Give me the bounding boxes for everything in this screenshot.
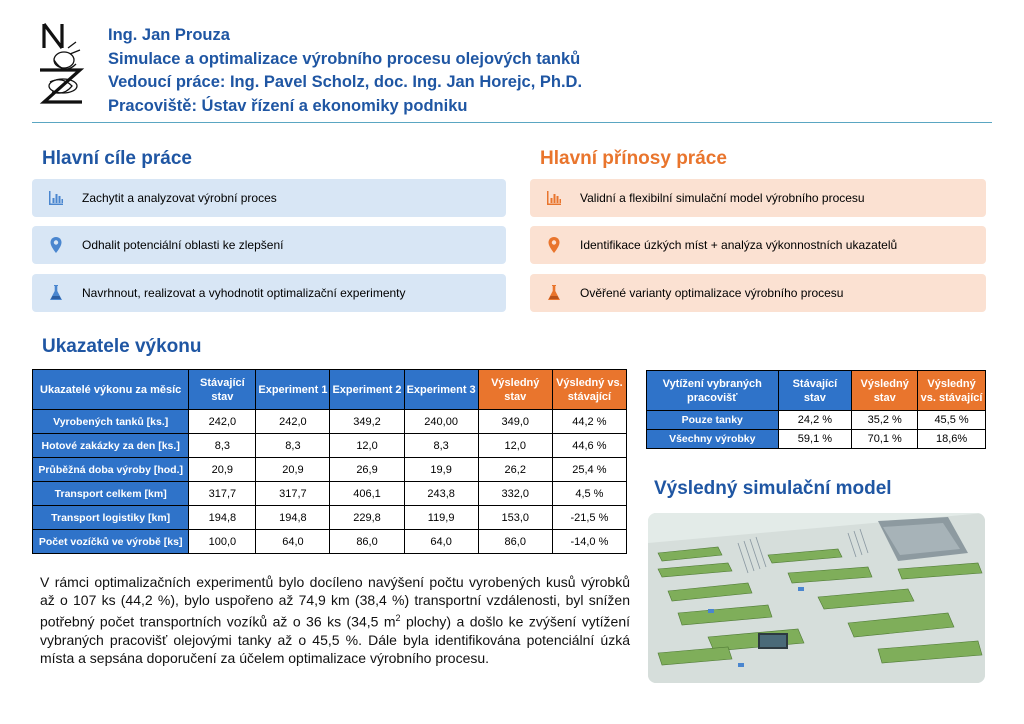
table-cell: 8,3 bbox=[256, 434, 330, 458]
superscript: 2 bbox=[395, 613, 401, 623]
column-header: Výsledný vs. stávající bbox=[552, 370, 626, 410]
goal-text: Navrhnout, realizovat a vyhodnotit optimalizační experimenty bbox=[82, 286, 406, 300]
table-cell: 317,7 bbox=[189, 482, 256, 506]
table-cell: 8,3 bbox=[404, 434, 478, 458]
column-header: Experiment 3 bbox=[404, 370, 478, 410]
table-cell: 349,2 bbox=[330, 410, 404, 434]
table-cell: 24,2 % bbox=[778, 411, 852, 430]
bar-chart-icon bbox=[46, 188, 66, 208]
flask-icon bbox=[544, 283, 564, 303]
table-cell: 12,0 bbox=[330, 434, 404, 458]
table-cell: 153,0 bbox=[478, 506, 552, 530]
goal-text: Zachytit a analyzovat výrobní proces bbox=[82, 191, 277, 205]
table-cell: 349,0 bbox=[478, 410, 552, 434]
row-label: Vyrobených tanků [ks.] bbox=[33, 410, 189, 434]
table-cell: 25,4 % bbox=[552, 458, 626, 482]
column-header: Experiment 2 bbox=[330, 370, 404, 410]
table-cell: 35,2 % bbox=[852, 411, 918, 430]
row-label: Transport logistiky [km] bbox=[33, 506, 189, 530]
table-row bbox=[33, 530, 627, 554]
table-cell: 18,6% bbox=[918, 430, 986, 449]
column-header: Stávající stav bbox=[778, 371, 852, 411]
table-cell: 44,2 % bbox=[552, 410, 626, 434]
row-label: Transport celkem [km] bbox=[33, 482, 189, 506]
benefit-item-1 bbox=[530, 179, 986, 217]
goal-text: Odhalit potenciální oblasti ke zlepšení bbox=[82, 238, 284, 252]
table-cell: 20,9 bbox=[256, 458, 330, 482]
column-header: Výsledný stav bbox=[478, 370, 552, 410]
utilization-table bbox=[646, 370, 986, 449]
column-header: Ukazatelé výkonu za měsíc bbox=[33, 370, 189, 410]
benefit-text: Validní a flexibilní simulační model výrobního procesu bbox=[580, 191, 865, 205]
row-label: Pouze tanky bbox=[647, 411, 779, 430]
table-cell: 64,0 bbox=[256, 530, 330, 554]
table-cell: 8,3 bbox=[189, 434, 256, 458]
thesis-title: Simulace a optimalizace výrobního procesu olejových tanků bbox=[108, 49, 581, 68]
table-cell: 12,0 bbox=[478, 434, 552, 458]
table-cell: 332,0 bbox=[478, 482, 552, 506]
bar-chart-icon bbox=[544, 188, 564, 208]
table-row bbox=[647, 411, 986, 430]
simulation-model-image bbox=[648, 513, 985, 683]
row-label: Průběžná doba výroby [hod.] bbox=[33, 458, 189, 482]
benefit-item-3 bbox=[530, 274, 986, 312]
table-cell: 86,0 bbox=[478, 530, 552, 554]
header bbox=[108, 24, 582, 118]
table-cell: 406,1 bbox=[330, 482, 404, 506]
table-cell: 64,0 bbox=[404, 530, 478, 554]
table-cell: 194,8 bbox=[189, 506, 256, 530]
column-header: Vytížení vybraných pracovišť bbox=[647, 371, 779, 411]
table-cell: 45,5 % bbox=[918, 411, 986, 430]
table-row bbox=[33, 506, 627, 530]
header-divider bbox=[32, 122, 992, 123]
table-cell: 119,9 bbox=[404, 506, 478, 530]
table-cell: 59,1 % bbox=[778, 430, 852, 449]
table-header-row bbox=[33, 370, 627, 410]
summary-text: V rámci optimalizačních experimentů bylo docíleno navýšení počtu vyrobených kusů výrobků až o 107 ks (44,2 %), bylo uspořeno až 74,9 km (38,4 %) transportní vzdálenosti, byl snížen potřebný počet transportních vozíků až o 36 ks (34,5 m bbox=[40, 574, 630, 630]
faculty-logo bbox=[36, 20, 86, 106]
table-row bbox=[33, 434, 627, 458]
benefit-text: Ověřené varianty optimalizace výrobního procesu bbox=[580, 286, 844, 300]
performance-title: Ukazatele výkonu bbox=[42, 336, 202, 357]
workplace-line: Pracoviště: Ústav řízení a ekonomiky podniku bbox=[108, 96, 468, 115]
table-cell: 26,9 bbox=[330, 458, 404, 482]
column-header: Výsledný vs. stávající bbox=[918, 371, 986, 411]
table-cell: 20,9 bbox=[189, 458, 256, 482]
table-cell: 44,6 % bbox=[552, 434, 626, 458]
table-header-row bbox=[647, 371, 986, 411]
table-row bbox=[33, 458, 627, 482]
table-cell: 194,8 bbox=[256, 506, 330, 530]
table-cell: 242,0 bbox=[189, 410, 256, 434]
column-header: Stávající stav bbox=[189, 370, 256, 410]
table-cell: 26,2 bbox=[478, 458, 552, 482]
table-cell: 229,8 bbox=[330, 506, 404, 530]
table-cell: 86,0 bbox=[330, 530, 404, 554]
supervisor-line: Vedoucí práce: Ing. Pavel Scholz, doc. Ing. Jan Horejc, Ph.D. bbox=[108, 73, 583, 91]
table-cell: 243,8 bbox=[404, 482, 478, 506]
author-name: Ing. Jan Prouza bbox=[108, 26, 230, 44]
summary-paragraph bbox=[40, 573, 630, 667]
benefit-text: Identifikace úzkých míst + analýza výkonnostních ukazatelů bbox=[580, 238, 898, 252]
table-cell: 19,9 bbox=[404, 458, 478, 482]
table-row bbox=[33, 482, 627, 506]
row-label: Hotové zakázky za den [ks.] bbox=[33, 434, 189, 458]
table-cell: -21,5 % bbox=[552, 506, 626, 530]
row-label: Všechny výrobky bbox=[647, 430, 779, 449]
column-header: Výsledný stav bbox=[852, 371, 918, 411]
flask-icon bbox=[46, 283, 66, 303]
table-cell: 100,0 bbox=[189, 530, 256, 554]
benefits-title: Hlavní přínosy práce bbox=[540, 148, 727, 169]
table-cell: 4,5 % bbox=[552, 482, 626, 506]
table-cell: 242,0 bbox=[256, 410, 330, 434]
table-cell: 317,7 bbox=[256, 482, 330, 506]
table-cell: 70,1 % bbox=[852, 430, 918, 449]
goal-item-1 bbox=[32, 179, 506, 217]
benefit-item-2 bbox=[530, 226, 986, 264]
model-title: Výsledný simulační model bbox=[654, 478, 892, 499]
goal-item-3 bbox=[32, 274, 506, 312]
performance-table bbox=[32, 369, 627, 554]
summary-text: plochy) a došlo ke zvýšení vytížení vybraných pracovišť olejovými tanky až o 45,5 %. Dále byla identifikována potenciální úzká místa a sepsána doporučení za účelem optimalizace výrobního procesu. bbox=[40, 613, 630, 666]
location-pin-icon bbox=[544, 235, 564, 255]
goal-item-2 bbox=[32, 226, 506, 264]
table-cell: -14,0 % bbox=[552, 530, 626, 554]
row-label: Počet vozíčků ve výrobě [ks] bbox=[33, 530, 189, 554]
table-row bbox=[647, 430, 986, 449]
table-cell: 240,00 bbox=[404, 410, 478, 434]
column-header: Experiment 1 bbox=[256, 370, 330, 410]
table-row bbox=[33, 410, 627, 434]
location-pin-icon bbox=[46, 235, 66, 255]
goals-title: Hlavní cíle práce bbox=[42, 148, 192, 169]
